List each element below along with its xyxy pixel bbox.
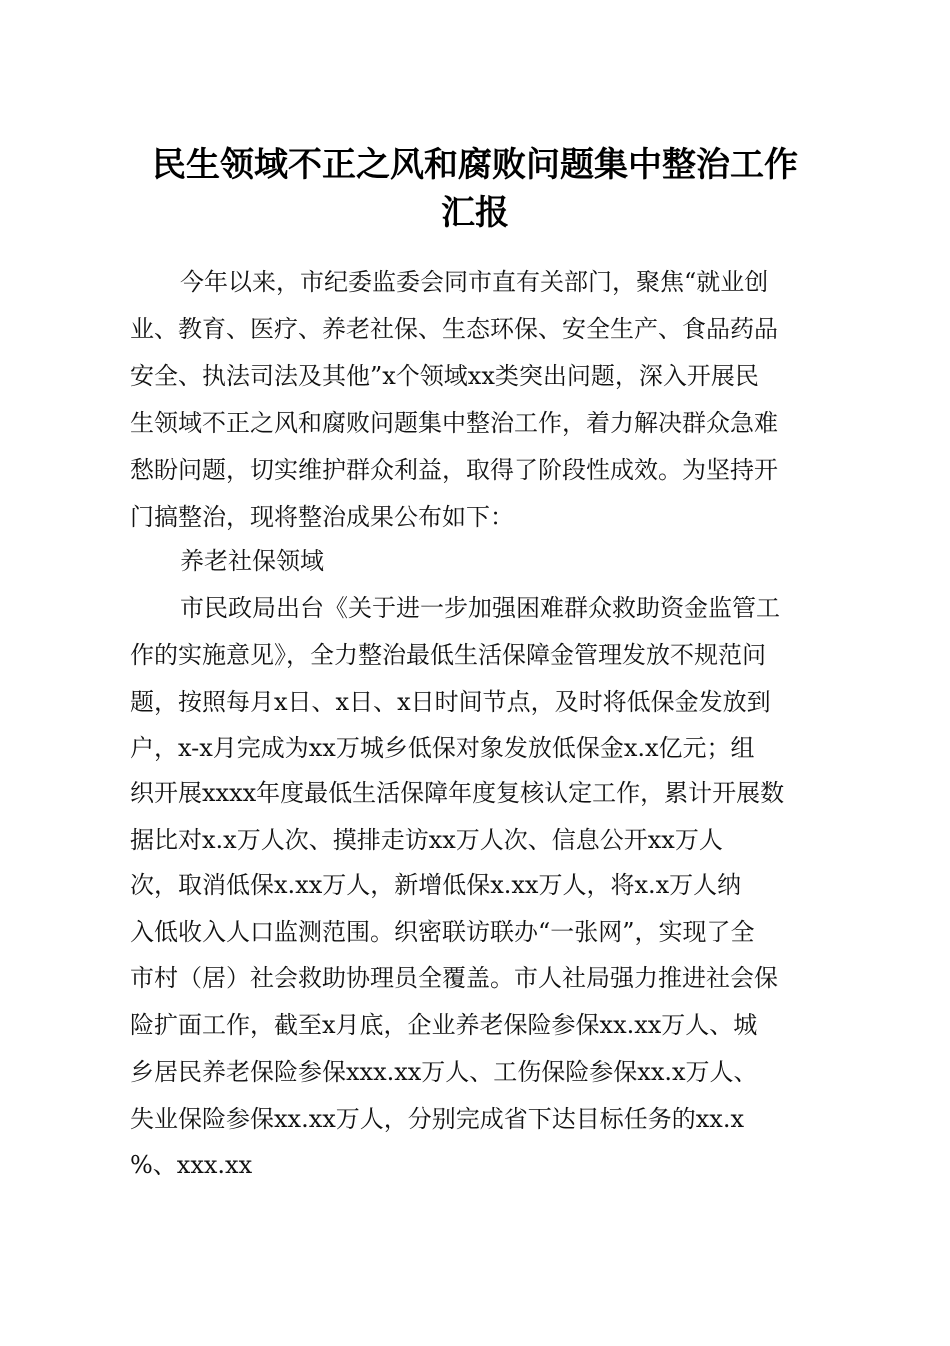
- paragraph-line: 业、教育、医疗、养老社保、生态环保、安全生产、食品药品: [130, 315, 778, 343]
- paragraph-line: 失业保险参保xx.xx万人，分别完成省下达目标任务的xx.x: [130, 1105, 745, 1133]
- paragraph-line: 据比对x.x万人次、摸排走访xx万人次、信息公开xx万人: [130, 826, 723, 854]
- section-heading: 养老社保领域: [180, 547, 324, 575]
- paragraph-line: %、xxx.xx: [130, 1151, 253, 1179]
- paragraph-line: 作的实施意见》，全力整治最低生活保障金管理发放不规范问: [130, 641, 766, 669]
- document-title-line2: 汇报: [441, 193, 509, 233]
- paragraph-line: 愁盼问题，切实维护群众利益，取得了阶段性成效。为坚持开: [130, 456, 778, 484]
- paragraph-line: 次，取消低保x.xx万人，新增低保x.xx万人，将x.x万人纳: [130, 871, 742, 899]
- paragraph-line: 题，按照每月x日、x日、x日时间节点，及时将低保金发放到: [130, 688, 771, 716]
- paragraph-line: 市村（居）社会救助协理员全覆盖。市人社局强力推进社会保: [130, 964, 778, 992]
- paragraph-line: 生领域不正之风和腐败问题集中整治工作，着力解决群众急难: [130, 409, 778, 437]
- paragraph-line: 门搞整治，现将整治成果公布如下：: [130, 503, 514, 531]
- paragraph-line: 织开展xxxx年度最低生活保障年度复核认定工作，累计开展数: [130, 779, 785, 807]
- paragraph-line: 市民政局出台《关于进一步加强困难群众救助资金监管工: [180, 594, 780, 622]
- paragraph-line: 乡居民养老保险参保xxx.xx万人、工伤保险参保xx.x万人、: [130, 1058, 758, 1086]
- paragraph-line: 险扩面工作，截至x月底，企业养老保险参保xx.xx万人、城: [130, 1011, 758, 1039]
- document-title-line1: 民生领域不正之风和腐败问题集中整治工作: [152, 145, 798, 185]
- paragraph-line: 安全、执法司法及其他”x个领域xx类突出问题，深入开展民: [130, 362, 759, 390]
- paragraph-line: 入低收入人口监测范围。织密联访联办“一张网”，实现了全: [130, 918, 755, 946]
- paragraph-line: 户，x-x月完成为xx万城乡低保对象发放低保金x.x亿元；组: [130, 734, 755, 762]
- paragraph-line: 今年以来，市纪委监委会同市直有关部门，聚焦“就业创: [180, 268, 769, 296]
